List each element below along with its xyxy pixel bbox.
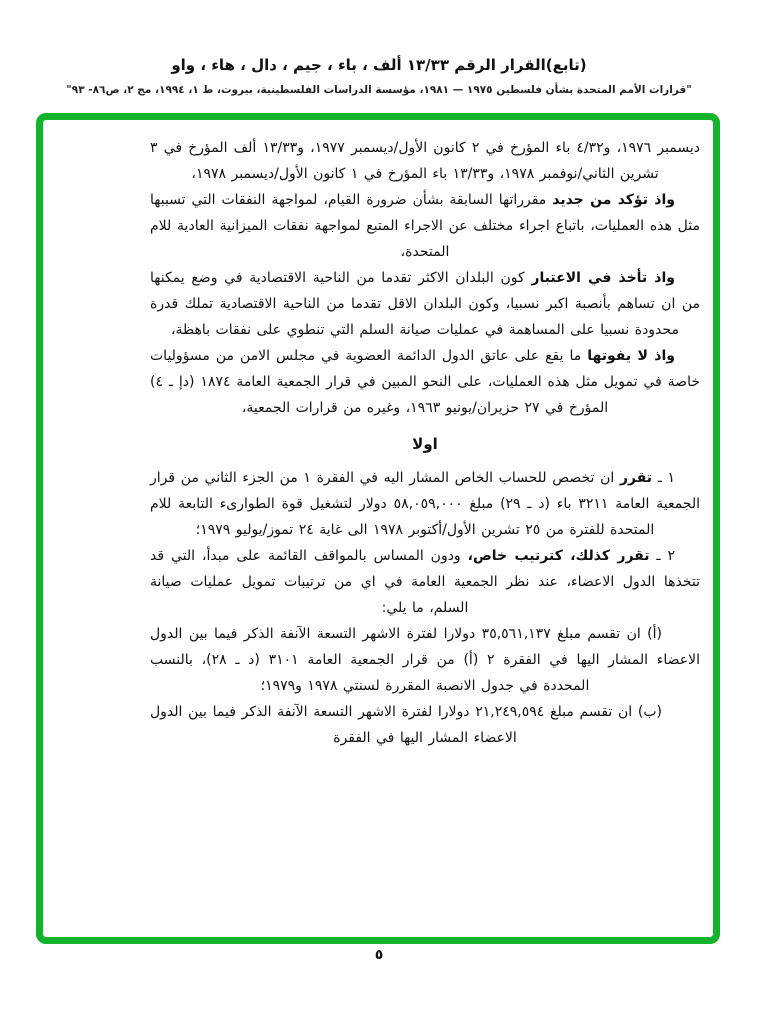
preamble-lead: واذ تؤكد من جديد (552, 192, 675, 208)
page-number: ٥ (374, 947, 384, 963)
preamble-paragraph (150, 265, 700, 343)
item-number: ١ ـ (652, 470, 675, 486)
paragraph-text: ان تخصص للحساب الخاص المشار اليه في الفقرة ١ من الجزء الثاني من قرار الجمعية العامة ٣٢١١ باء (د ـ ٢٩) مبلغ ٥٨,٠٥٩,٠٠٠ دولار لتشغيل قوة الطوارىء التابعة للام المتحدة للفترة من ٢٥ تشرين الأول/أكتوبر ١٩٧٨ الى غاية ٢٤ تموز/يوليو ١٩٧٩؛ (150, 470, 701, 538)
paragraph-text: ان تقسم مبلغ ٣٥,٥٦١,١٣٧ دولارا لفترة الاشهر التسعة الآنفة الذكر فيما بين الدول الاعضاء المشار اليها في الفقرة ٢ (أ) من قرار الجمعية العامة ٣١٠١ (د ـ ٢٨)، بالنسب المحددة في جدول الانصبة المقررة لسنتي ١٩٧٨ و١٩٧٩؛ (150, 626, 700, 694)
highlight-frame (36, 113, 720, 944)
item-lead: تقرر كذلك، كترتيب خاص، (467, 548, 650, 564)
paragraph-text: ما يقع على عاتق الدول الدائمة العضوية في مجلس الامن من مسؤوليات خاصة في تمويل مثل هذه العمليات، على النحو المبين في قرار الجمعية العامة ١٨٧٤ (دإ ـ ٤) المؤرخ في ٢٧ حزيران/يونيو ١٩٦٣، وغيره من قرارات الجمعية، (150, 348, 700, 416)
preamble-paragraph (150, 187, 700, 265)
preamble-lead: واذ لا يفوتها (587, 348, 675, 364)
paragraph-text: مقرراتها السابقة بشأن ضرورة القيام، لمواجهة النفقات التي تسببها مثل هذه العمليات، باتباع اجراء مختلف عن الاجراء المتبع لمواجهة نفقات الميزانية العادية للام المتحدة، (150, 192, 700, 260)
preamble-lead: واذ تأخذ في الاعتبار (531, 270, 675, 286)
item-lead: تقرر (619, 470, 653, 486)
operative-paragraph (150, 543, 700, 621)
subitem-marker: (ب) (637, 704, 662, 720)
sub-paragraph (150, 621, 700, 699)
subitem-marker: (أ) (647, 626, 662, 642)
item-number: ٢ ـ (649, 548, 675, 564)
source-citation: "قرارات الأمم المتحدة بشأن فلسطين ١٩٧٥ — ١٩٨١، مؤسسة الدراسات الفلسطينية، بيروت، ط ١، ١٩٩٤، مج ٢، ص٨٦- ٩٣" (66, 84, 692, 96)
paragraph-text: كون البلدان الاكثر تقدما من الناحية الاقتصادية في وضع يمكنها من ان تساهم بأنصبة اكبر نسبيا، وكون البلدان الاقل تقدما من الناحية الاقتصادية تملك قدرة محدودة نسبيا على المساهمة في عمليات صيانة السلم التي تنطوي على نفقات باهظة، (150, 270, 700, 338)
paragraph-text: ودون المساس بالمواقف القائمة على مبدأ، التي قد تتخذها الدول الاعضاء، عند نظر الجمعية العامة في اي من ترتيبات تمويل عمليات صيانة السلم، ما يلي: (150, 548, 700, 616)
sub-paragraph (150, 699, 700, 751)
resolution-body (150, 135, 700, 751)
section-heading: اولا (412, 435, 438, 453)
page-header (0, 54, 758, 97)
paragraph-text: ديسمبر ١٩٧٦، و٤/٣٢ باء المؤرخ في ٢ كانون الأول/ديسمبر ١٩٧٧، و١٣/٣٣ ألف المؤرخ في ٣ تشرين الثاني/نوفمبر ١٩٧٨، و١٣/٣٣ باء المؤرخ في ١ كانون الأول/ديسمبر ١٩٧٨، (150, 140, 701, 182)
operative-paragraph (150, 465, 700, 543)
preamble-paragraph (150, 343, 700, 421)
paragraph-text: ان تقسم مبلغ ٢١,٢٤٩,٥٩٤ دولارا لفترة الاشهر التسعة الآنفة الذكر فيما بين الدول الاعضاء المشار اليها في الفقرة (150, 704, 638, 746)
paragraph-continuation (150, 135, 700, 187)
resolution-title: (تابع)القرار الرقم ١٣/٣٣ ألف ، باء ، جيم ، دال ، هاء ، واو (171, 56, 587, 74)
